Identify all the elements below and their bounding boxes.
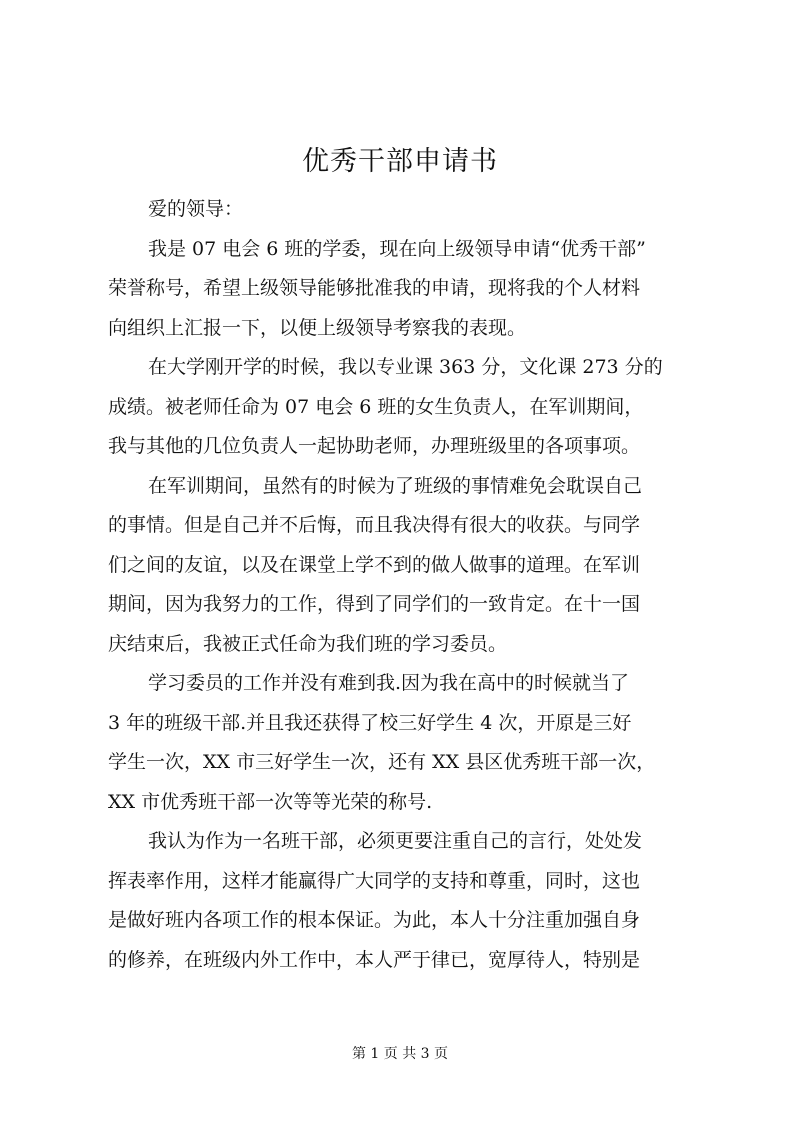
- text-line: XX 市优秀班干部一次等等光荣的称号.: [108, 790, 433, 813]
- text-line: 期间，因为我努力的工作，得到了同学们的一致肯定。在十一国: [108, 593, 641, 615]
- text-line: 在军训期间，虽然有的时候为了班级的事情难免会耽误自己: [148, 474, 643, 497]
- text-line: 的事情。但是自己并不后悔，而且我决得有很大的收获。与同学: [108, 514, 641, 536]
- text-line: 学生一次，XX 市三好学生一次，还有 XX 县区优秀班干部一次，: [108, 751, 656, 773]
- text-line: 的修养，在班级内外工作中，本人严于律已，宽厚待人，特别是: [108, 948, 641, 971]
- text-line: 是做好班内各项工作的根本保证。为此，本人十分注重加强自身: [108, 909, 641, 931]
- text-line: 爱的领导：: [148, 198, 244, 220]
- text-line: 向组织上汇报一下，以便上级领导考察我的表现。: [108, 316, 527, 339]
- document-body: [108, 190, 708, 980]
- text-line: 们之间的友谊，以及在课堂上学不到的做人做事的道理。在军训: [108, 553, 641, 576]
- text-line: 我是 07 电会 6 班的学委，现在向上级领导申请“优秀干部”: [148, 237, 646, 260]
- text-line: 3 年的班级干部.并且我还获得了校三好学生 4 次，开原是三好: [108, 711, 632, 734]
- text-line: 荣誉称号，希望上级领导能够批准我的申请，现将我的个人材料: [108, 277, 641, 299]
- text-line: 学习委员的工作并没有难到我.因为我在高中的时候就当了: [148, 672, 630, 694]
- text-line: 在大学刚开学的时候，我以专业课 363 分，文化课 273 分的: [148, 356, 663, 378]
- document-title: 优秀干部申请书: [302, 146, 498, 177]
- text-line: 我与其他的几位负责人一起协助老师，办理班级里的各项事项。: [108, 435, 641, 457]
- text-line: 挥表率作用，这样才能赢得广大同学的支持和尊重，同时，这也: [108, 869, 641, 892]
- text-line: 成绩。被老师任命为 07 电会 6 班的女生负责人，在军训期间，: [108, 395, 644, 418]
- page-footer: 第 1 页 共 3 页: [351, 1046, 449, 1062]
- text-line: 我认为作为一名班干部，必须更要注重自己的言行，处处发: [148, 830, 643, 852]
- text-line: 庆结束后，我被正式任命为我们班的学习委员。: [108, 632, 508, 655]
